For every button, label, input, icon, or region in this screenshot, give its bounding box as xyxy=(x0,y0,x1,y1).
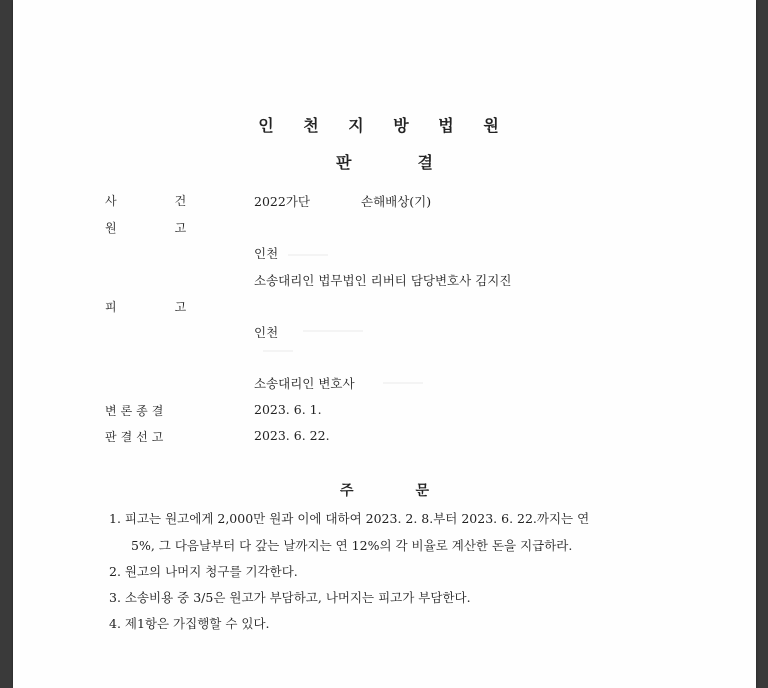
hearing-label: 변론종결 xyxy=(105,404,168,418)
plaintiff-label: 원고 xyxy=(105,221,245,235)
order-item-4: 4. 제1항은 가집행할 수 있다. xyxy=(109,616,270,631)
defendant-counsel: 소송대리인 변호사 xyxy=(254,376,355,391)
order-item-1-continued: 5%, 그 다음날부터 다 갚는 날까지는 연 12%의 각 비율로 계산한 돈을 지급하라. xyxy=(131,538,573,553)
order-item-3: 3. 소송비용 중 3/5은 원고가 부담하고, 나머지는 피고가 부담한다. xyxy=(109,590,471,605)
order-title-left: 주 xyxy=(339,483,354,499)
case-label: 사건 xyxy=(105,194,245,208)
redaction-mark xyxy=(263,350,293,352)
defendant-address: 인천 xyxy=(254,325,279,340)
plaintiff-address: 인천 xyxy=(254,246,279,261)
order-item-2: 2. 원고의 나머지 청구를 기각한다. xyxy=(109,564,298,579)
hearing-date: 2023. 6. 1. xyxy=(254,402,322,417)
redaction-mark xyxy=(383,382,423,384)
redaction-mark xyxy=(303,330,363,332)
order-item-1: 1. 피고는 원고에게 2,000만 원과 이에 대하여 2023. 2. 8.부터 2023. 6. 22.까지는 연 xyxy=(109,511,590,526)
document-title-left: 판 xyxy=(336,153,352,172)
ruling-label: 판결선고 xyxy=(105,430,168,444)
case-number: 2022가단 xyxy=(254,194,310,209)
document-title xyxy=(13,150,756,173)
ruling-date: 2023. 6. 22. xyxy=(254,428,330,443)
case-name: 손해배상(기) xyxy=(361,194,432,209)
defendant-label: 피고 xyxy=(105,300,245,314)
redaction-mark xyxy=(288,254,328,256)
plaintiff-counsel: 소송대리인 법무법인 리버티 담당변호사 김지진 xyxy=(254,273,512,288)
order-title-right: 문 xyxy=(415,483,430,499)
judgment-document xyxy=(13,0,756,688)
order-title xyxy=(13,480,756,500)
document-title-right: 결 xyxy=(417,153,433,172)
court-name: 인 천 지 방 법 원 xyxy=(258,116,511,135)
